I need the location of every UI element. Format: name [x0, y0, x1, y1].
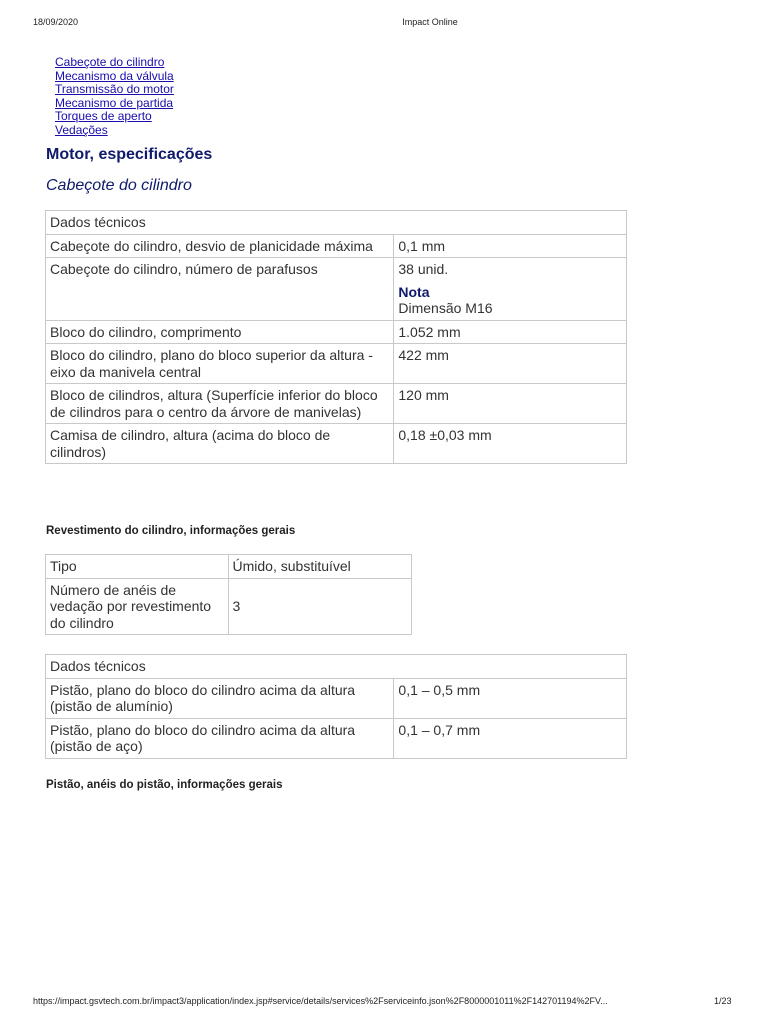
- toc-link-transmissao[interactable]: Transmissão do motor: [55, 82, 174, 97]
- technical-data-table: [45, 210, 627, 464]
- row-label: Número de anéis de vedação por revestimento do cilindro: [46, 578, 229, 635]
- row-label: Pistão, plano do bloco do cilindro acima da altura (pistão de aço): [46, 718, 394, 758]
- cylinder-liner-table: [45, 554, 412, 635]
- row-value-cell: [394, 258, 627, 321]
- page-title: Motor, especificações: [46, 146, 213, 163]
- row-label: Camisa de cilindro, altura (acima do bloco de cilindros): [46, 424, 394, 464]
- row-label: Tipo: [46, 555, 229, 579]
- note-text: Dimensão M16: [398, 300, 493, 316]
- row-label: Cabeçote do cilindro, desvio de planicidade máxima: [46, 234, 394, 258]
- toc-link-mecanismo-valvula[interactable]: Mecanismo da válvula: [55, 68, 174, 83]
- toc-link-cabecote[interactable]: Cabeçote do cilindro: [55, 55, 165, 69]
- row-value: 120 mm: [394, 384, 627, 424]
- piston-data-table: [45, 654, 627, 759]
- row-label: Bloco de cilindros, altura (Superfície inferior do bloco de cilindros para o centro da árvore de manivelas): [46, 384, 394, 424]
- note-label: Nota: [398, 283, 430, 300]
- table-row: [46, 555, 412, 579]
- row-label: Bloco do cilindro, comprimento: [46, 320, 394, 344]
- section-title: Cabeçote do cilindro: [46, 177, 192, 194]
- table-row: [46, 678, 627, 718]
- row-label: Bloco do cilindro, plano do bloco superior da altura - eixo da manivela central: [46, 344, 394, 384]
- section-heading-pistao: Pistão, anéis do pistão, informações gerais: [46, 779, 283, 791]
- row-value: 0,1 – 0,5 mm: [394, 678, 627, 718]
- toc-link-torques[interactable]: Torques de aperto: [55, 109, 152, 124]
- toc-link-mecanismo-partida[interactable]: Mecanismo de partida: [55, 95, 174, 110]
- row-label: Pistão, plano do bloco do cilindro acima da altura (pistão de alumínio): [46, 678, 394, 718]
- row-value: 422 mm: [394, 344, 627, 384]
- print-title: Impact Online: [402, 17, 458, 27]
- print-url: https://impact.gsvtech.com.br/impact3/application/index.jsp#service/details/services%2Fserviceinfo.json%2F8000001011%2F142701194%2FV...: [33, 996, 608, 1006]
- table-of-contents: [55, 56, 174, 138]
- table-row: [46, 320, 627, 344]
- table-row: [46, 344, 627, 384]
- table-row: [46, 578, 412, 635]
- table-row: [46, 718, 627, 758]
- row-value: 0,1 – 0,7 mm: [394, 718, 627, 758]
- row-label: Cabeçote do cilindro, número de parafusos: [46, 258, 394, 321]
- toc-link-vedacoes[interactable]: Vedações: [55, 122, 108, 137]
- row-value: 1.052 mm: [394, 320, 627, 344]
- table-row: [46, 234, 627, 258]
- table-row: [46, 424, 627, 464]
- row-value: 0,18 ±0,03 mm: [394, 424, 627, 464]
- table-header-row: [46, 655, 627, 679]
- table-row: [46, 258, 627, 321]
- row-value: 38 unid.: [398, 261, 449, 277]
- row-value: 3: [228, 578, 411, 635]
- table-header: Dados técnicos: [46, 655, 627, 679]
- table-header: Dados técnicos: [46, 211, 627, 235]
- table-row: [46, 384, 627, 424]
- section-heading-revestimento: Revestimento do cilindro, informações gerais: [46, 525, 296, 537]
- page-number: 1/23: [714, 996, 732, 1006]
- row-value: 0,1 mm: [394, 234, 627, 258]
- print-date: 18/09/2020: [33, 17, 79, 27]
- row-value: Úmido, substituível: [228, 555, 411, 579]
- table-header-row: [46, 211, 627, 235]
